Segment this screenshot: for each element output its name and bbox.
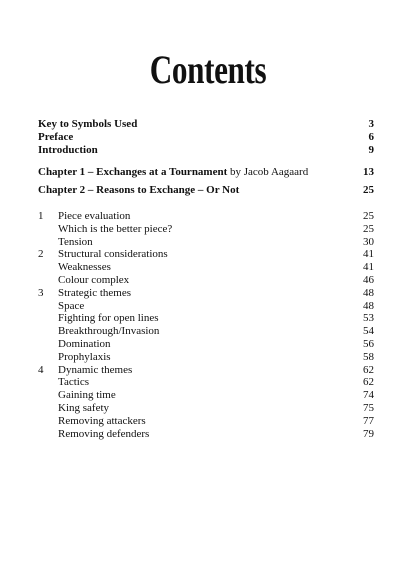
toc-entry-page: 41 (363, 261, 374, 274)
toc-subsection[interactable] (38, 376, 374, 389)
toc-entry-page: 6 (368, 130, 374, 143)
toc-entry-page: 79 (363, 427, 374, 440)
toc-entry-page: 74 (363, 389, 374, 402)
toc-entry-page: 13 (363, 166, 374, 179)
chapter-title: Chapter 2 – Reasons to Exchange – Or Not (38, 184, 240, 197)
subsection-title: Domination (58, 337, 111, 350)
section-number: 2 (38, 248, 44, 261)
section-title: Strategic themes (58, 286, 132, 299)
toc-subsection[interactable] (38, 402, 374, 415)
toc-entry-page: 41 (363, 248, 374, 261)
subsection-title: Breakthrough/Invasion (58, 325, 160, 338)
toc-section-1[interactable] (38, 210, 374, 223)
toc-entry-page: 30 (363, 235, 374, 248)
section-title: Structural considerations (58, 248, 168, 261)
page-title: Contents (149, 47, 267, 92)
subsection-title: King safety (58, 401, 110, 414)
toc-entry-chapter-1[interactable] (38, 166, 374, 179)
front-matter-list (38, 118, 374, 156)
toc-entry-page: 25 (363, 209, 374, 222)
toc-entry-page: 58 (363, 350, 374, 363)
toc-section-2[interactable] (38, 248, 374, 261)
toc-subsection[interactable] (38, 300, 374, 313)
toc-entry-page: 77 (363, 414, 374, 427)
toc-subsection[interactable] (38, 312, 374, 325)
subsection-title: Fighting for open lines (58, 312, 159, 325)
toc-entry-page: 25 (363, 222, 374, 235)
toc-entry-label: Key to Symbols Used (38, 118, 138, 130)
subsection-title: Space (58, 299, 85, 312)
toc-subsection[interactable] (38, 274, 374, 287)
toc-entry-page: 75 (363, 401, 374, 414)
toc-entry-preface[interactable] (38, 131, 374, 144)
toc-entry-page: 53 (363, 312, 374, 325)
toc-subsection[interactable] (38, 325, 374, 338)
section-title: Dynamic themes (58, 363, 133, 376)
toc-entry-page: 56 (363, 337, 374, 350)
toc-subsection[interactable] (38, 351, 374, 364)
toc-entry-page: 3 (368, 118, 374, 130)
subsection-title: Weaknesses (58, 261, 111, 274)
subsection-title: Removing defenders (58, 427, 150, 440)
toc-entry-page: 48 (363, 286, 374, 299)
section-number: 1 (38, 209, 44, 222)
subsection-title: Colour complex (58, 273, 130, 286)
toc-subsection[interactable] (38, 389, 374, 402)
toc-entry-chapter-2[interactable] (38, 184, 374, 197)
subsection-title: Which is the better piece? (58, 222, 173, 235)
toc-entry-key-to-symbols[interactable] (38, 118, 374, 131)
toc-subsection[interactable] (38, 415, 374, 428)
toc-entry-page: 54 (363, 325, 374, 338)
subsection-title: Prophylaxis (58, 350, 111, 363)
subsection-title: Removing attackers (58, 414, 146, 427)
toc-subsection[interactable] (38, 223, 374, 236)
toc-subsection[interactable] (38, 236, 374, 249)
table-of-contents (38, 118, 374, 440)
toc-section-3[interactable] (38, 287, 374, 300)
toc-subsection[interactable] (38, 338, 374, 351)
toc-entry-label: Introduction (38, 143, 98, 156)
toc-section-4[interactable] (38, 364, 374, 377)
toc-subsection[interactable] (38, 428, 374, 441)
section-number: 3 (38, 286, 44, 299)
subsection-title: Gaining time (58, 389, 116, 402)
chapter-title: Chapter 1 – Exchanges at a Tournament (38, 166, 228, 179)
toc-entry-page: 9 (368, 143, 374, 156)
toc-subsection[interactable] (38, 261, 374, 274)
toc-entry-page: 62 (363, 363, 374, 376)
toc-entry-page: 25 (363, 184, 374, 197)
subsection-title: Tension (58, 235, 93, 248)
toc-entry-label: Preface (38, 130, 74, 143)
toc-entry-page: 62 (363, 376, 374, 389)
subsection-title: Tactics (58, 376, 89, 389)
section-number: 4 (38, 363, 44, 376)
chapter-author: by Jacob Aagaard (230, 166, 309, 179)
toc-entry-page: 46 (363, 273, 374, 286)
toc-entry-introduction[interactable] (38, 144, 374, 157)
toc-entry-page: 48 (363, 299, 374, 312)
section-title: Piece evaluation (58, 209, 131, 222)
